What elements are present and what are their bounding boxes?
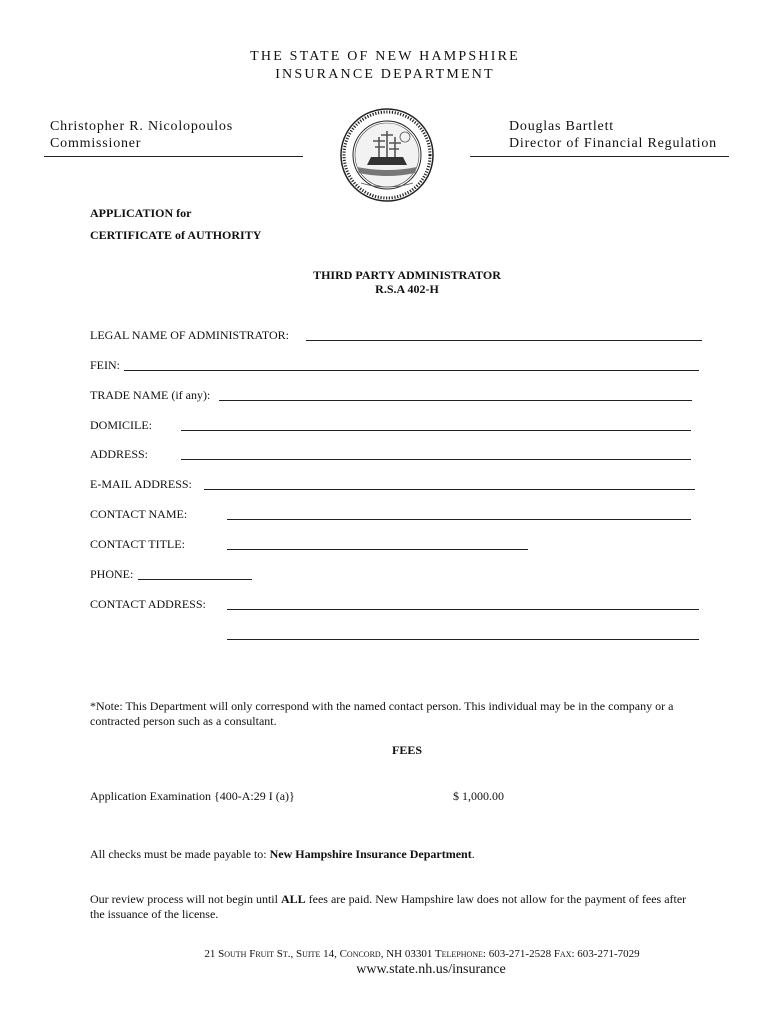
contact-title-line[interactable] — [227, 538, 528, 550]
phone-label: PHONE: — [90, 567, 134, 581]
contact-name-line[interactable] — [227, 508, 691, 520]
fein-label: FEIN: — [90, 358, 120, 372]
contact-name-label: CONTACT NAME: — [90, 507, 188, 521]
department-title: INSURANCE DEPARTMENT — [275, 67, 495, 82]
commissioner-name: Christopher R. Nicolopoulos — [50, 119, 233, 134]
review-text-line2: the issuance of the license. — [90, 907, 219, 921]
review-emphasis: ALL — [280, 892, 306, 906]
application-title-line1: APPLICATION for — [90, 206, 192, 220]
footer-website-link[interactable]: www.state.nh.us/insurance — [356, 962, 506, 977]
director-title: Director of Financial Regulation — [509, 136, 717, 151]
right-signature-rule — [470, 156, 729, 157]
director-name: Douglas Bartlett — [509, 119, 614, 134]
legal-name-line[interactable] — [306, 329, 702, 341]
contact-note — [90, 699, 740, 729]
contact-title-label: CONTACT TITLE: — [90, 537, 185, 551]
contact-note-line2: contracted person such as a consultant. — [90, 714, 277, 728]
fee-item-label: Application Examination {400-A:29 I (a)} — [90, 789, 295, 803]
phone-line[interactable] — [138, 568, 252, 580]
checks-payable-prefix: All checks must be made payable to: — [90, 847, 267, 861]
review-note — [90, 892, 740, 922]
email-label: E-MAIL ADDRESS: — [90, 477, 192, 491]
payee-name: New Hampshire Insurance Department — [269, 847, 472, 861]
fees-heading: FEES — [391, 743, 422, 757]
checks-payable-suffix: . — [471, 847, 475, 861]
trade-name-label: TRADE NAME (if any): — [90, 388, 211, 402]
address-line[interactable] — [181, 448, 691, 460]
footer-address: 21 South Fruit St., Suite 14, Concord, NH 03301 Telephone: 603-271-2528 Fax: 603-271-7029 — [204, 948, 640, 960]
commissioner-title: Commissioner — [50, 136, 142, 151]
contact-address-line-2[interactable] — [227, 628, 699, 640]
address-label: ADDRESS: — [90, 447, 149, 461]
domicile-label: DOMICILE: — [90, 418, 152, 432]
state-title: THE STATE OF NEW HAMPSHIRE — [250, 49, 520, 64]
state-seal-icon — [339, 107, 435, 203]
contact-note-line1: *Note: This Department will only correspond with the named contact person. This individual may be in the company or a — [90, 699, 674, 713]
email-line[interactable] — [204, 478, 695, 490]
fein-line[interactable] — [124, 359, 699, 371]
fee-item-amount: $ 1,000.00 — [453, 789, 504, 803]
checks-payable-note — [90, 847, 475, 862]
application-title-line2: CERTIFICATE of AUTHORITY — [90, 228, 262, 242]
legal-name-label: LEGAL NAME OF ADMINISTRATOR: — [90, 328, 290, 342]
left-signature-rule — [44, 156, 303, 157]
trade-name-line[interactable] — [219, 389, 692, 401]
contact-address-line-1[interactable] — [227, 598, 699, 610]
review-text-part2: fees are paid. New Hampshire law does not allow for the payment of fees after — [305, 892, 687, 906]
domicile-line[interactable] — [181, 419, 691, 431]
review-text-part1: Our review process will not begin until — [90, 892, 281, 906]
contact-address-label: CONTACT ADDRESS: — [90, 597, 206, 611]
statute-reference: R.S.A 402-H — [375, 282, 439, 296]
administrator-type-heading: THIRD PARTY ADMINISTRATOR — [313, 268, 501, 282]
